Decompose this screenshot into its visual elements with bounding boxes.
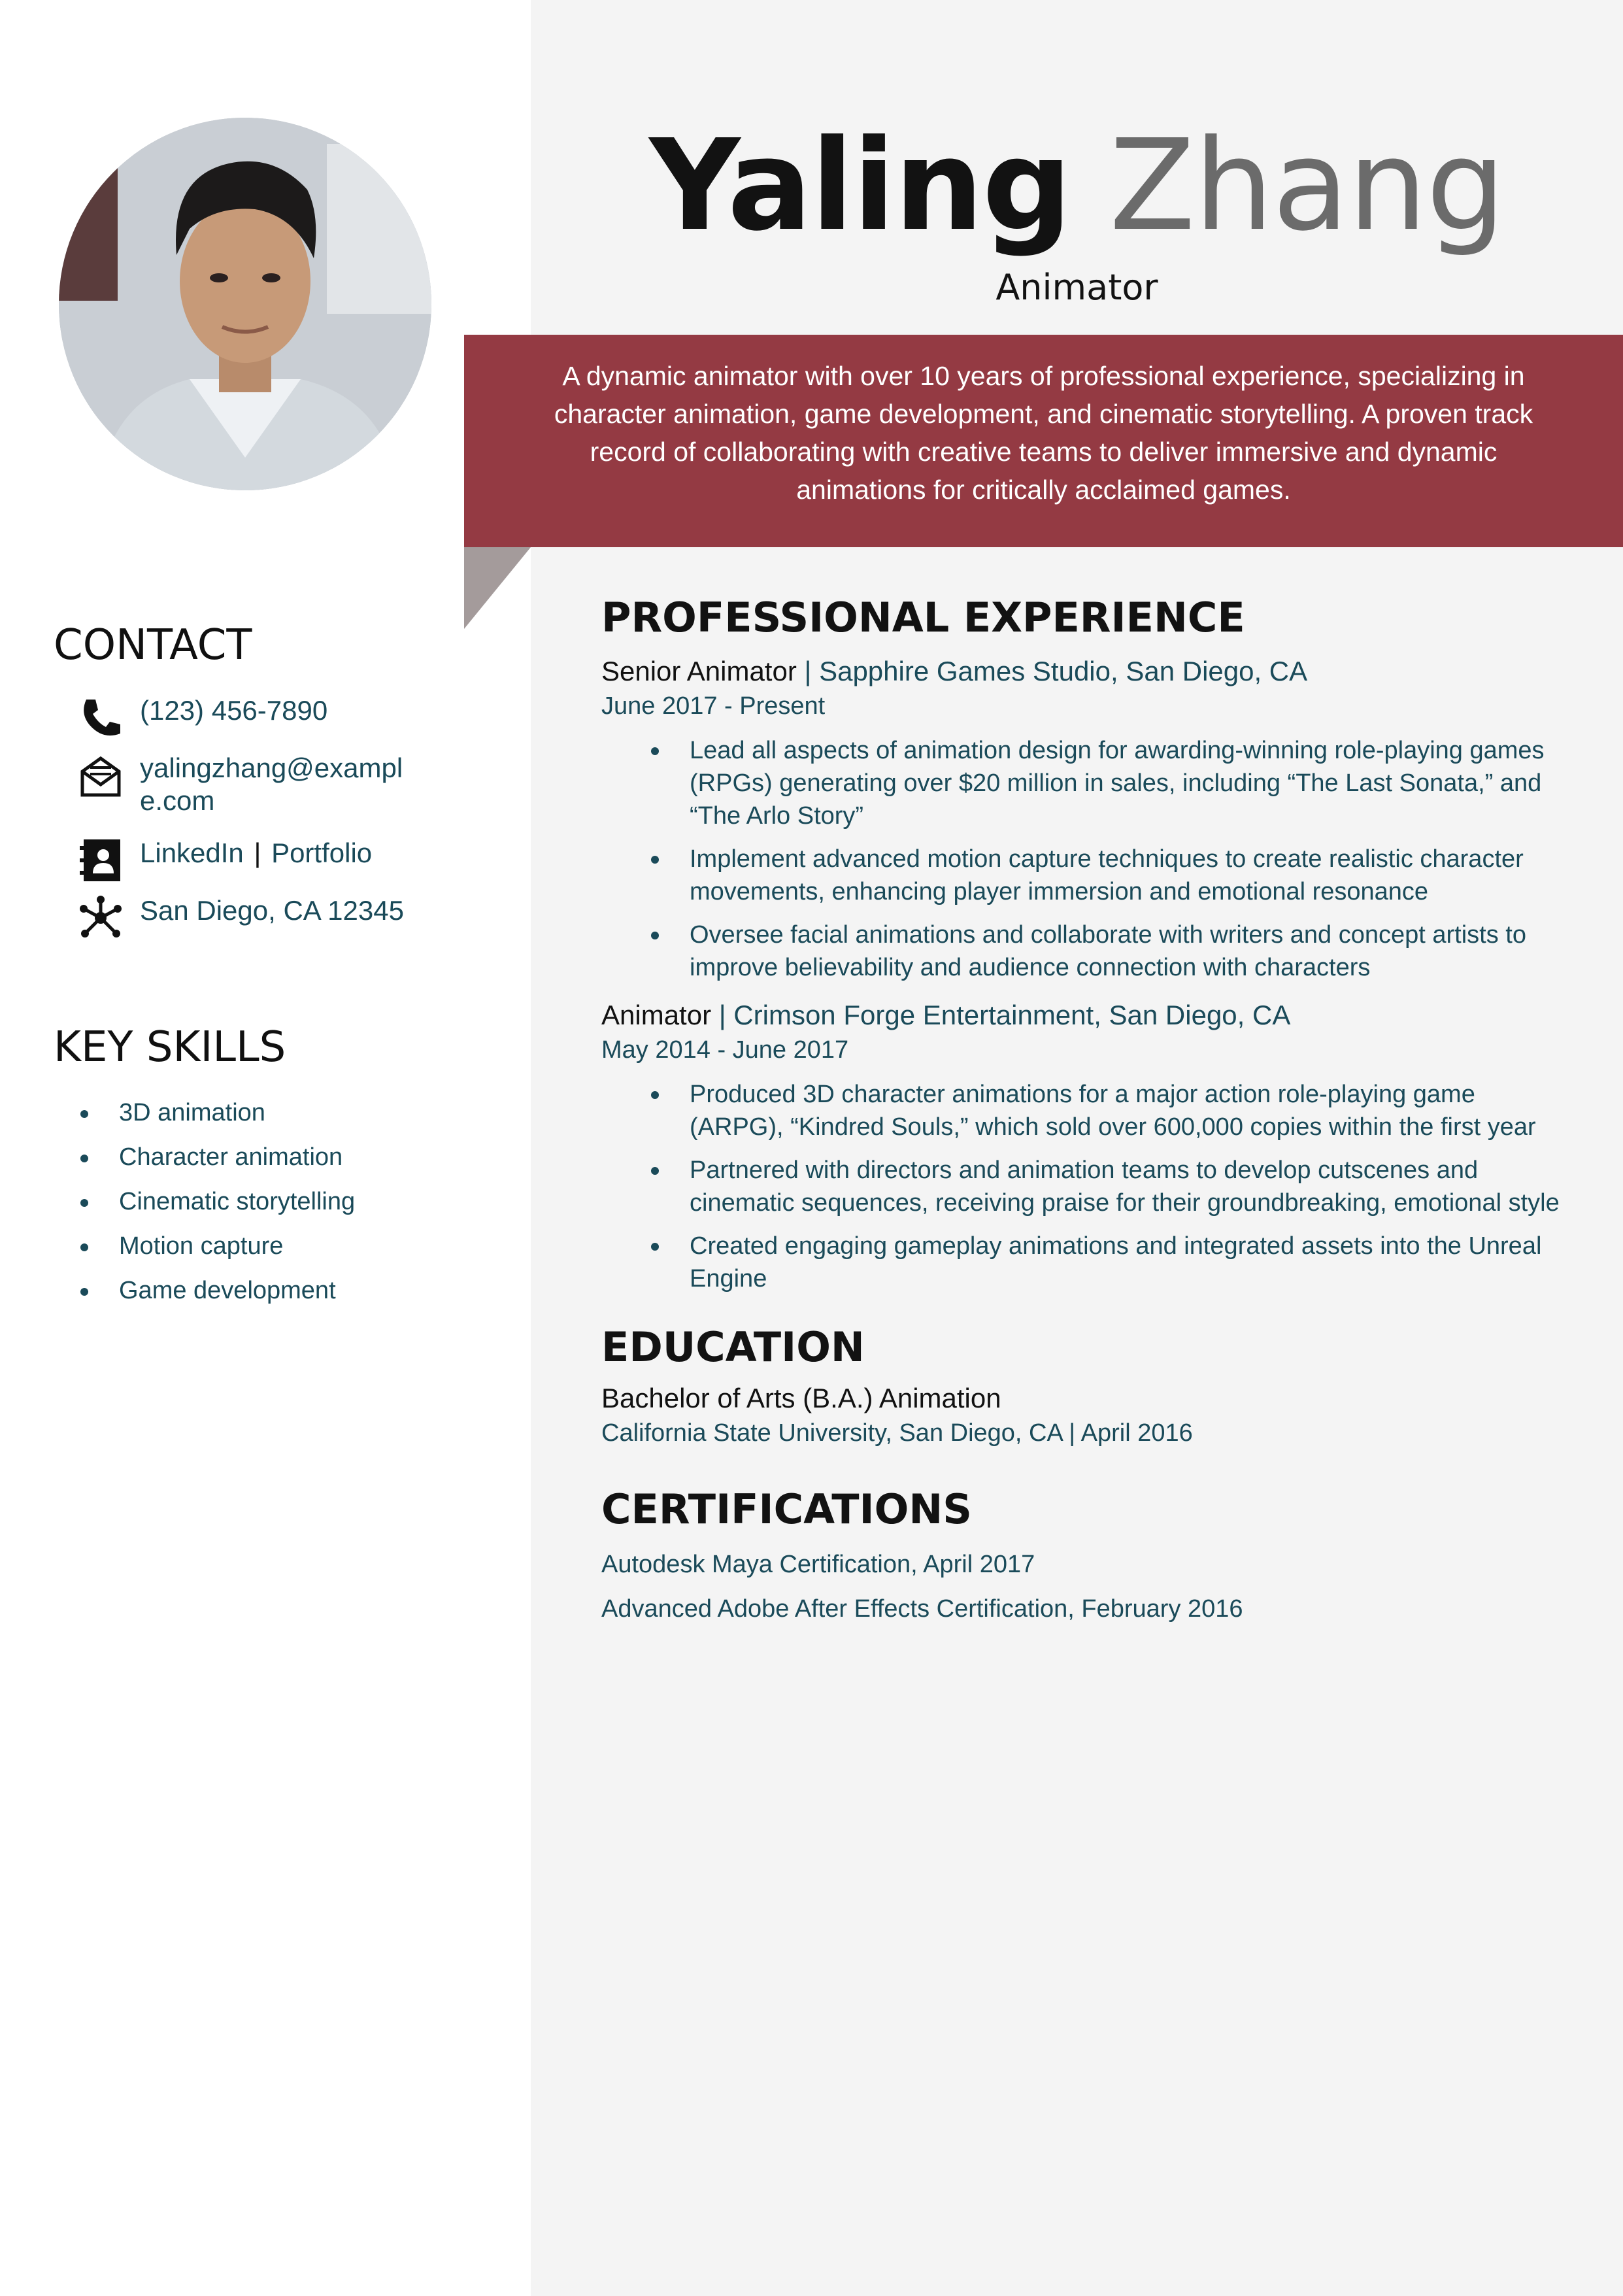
job-company: | Crimson Forge Entertainment, San Diego, CA: [711, 1000, 1291, 1030]
contact-email: [77, 752, 403, 817]
location-text: San Diego, CA 12345: [140, 895, 404, 926]
portfolio-link[interactable]: Portfolio: [271, 837, 373, 868]
certification-item: Autodesk Maya Certification, April 2017: [601, 1551, 1035, 1578]
job-header: [601, 997, 1575, 1034]
education-school: California State University, San Diego, CA | April 2016: [601, 1419, 1193, 1447]
job-header: [601, 653, 1575, 690]
main-column: [601, 592, 1575, 1631]
email-line-2: e.com: [140, 785, 215, 816]
education-heading: EDUCATION: [601, 1323, 865, 1371]
job-dates: June 2017 - Present: [601, 692, 826, 720]
job-bullets: [601, 1078, 1575, 1295]
job-role: Animator: [601, 1000, 712, 1030]
summary-banner: [464, 335, 1623, 547]
email-address[interactable]: [140, 752, 403, 817]
contact-location: [77, 894, 404, 941]
job-bullet: Produced 3D character animations for a major action role-playing game (ARPG), “Kindred Souls,” which sold over 600,000 copies within the first year: [601, 1078, 1575, 1143]
job-bullet: Lead all aspects of animation design for awarding-winning role-playing games (RPGs) generating over $20 million in sales, including “The Last Sonata,” and “The Arlo Story”: [601, 734, 1575, 832]
contact-links: [77, 837, 372, 884]
profile-photo: [59, 118, 431, 490]
job-role: Senior Animator: [601, 656, 797, 686]
experience-heading: PROFESSIONAL EXPERIENCE: [601, 594, 1245, 641]
certifications-list: [601, 1542, 1575, 1631]
skills-list: [77, 1090, 355, 1313]
education-degree: Bachelor of Arts (B.A.) Animation: [601, 1383, 1001, 1413]
summary-text: A dynamic animator with over 10 years of professional experience, specializing in character animation, game development, and cinematic storytelling. A proven track record of collaborating with creative teams to deliver immersive and dynamic animations for critically acclaimed games.: [554, 361, 1533, 505]
job-title: Animator: [996, 267, 1158, 308]
skills-heading: KEY SKILLS: [54, 1023, 286, 1072]
job-bullet: Created engaging gameplay animations and integrated assets into the Unreal Engine: [601, 1230, 1575, 1295]
first-name: Yaling: [649, 113, 1071, 259]
contact-heading: CONTACT: [54, 621, 252, 669]
skill-item: Character animation: [77, 1135, 355, 1179]
job-dates: May 2014 - June 2017: [601, 1036, 849, 1064]
job-bullet: Oversee facial animations and collaborate with writers and concept artists to improve believability and audience connection with characters: [601, 919, 1575, 984]
skill-item: 3D animation: [77, 1090, 355, 1135]
banner-fold: [464, 547, 531, 629]
certifications-heading: CERTIFICATIONS: [601, 1485, 972, 1533]
job-company: | Sapphire Games Studio, San Diego, CA: [796, 656, 1308, 686]
phone-icon: [77, 694, 124, 741]
skill-item: Motion capture: [77, 1224, 355, 1268]
job-bullet: Implement advanced motion capture techniques to create realistic character movements, enhancing player immersion and emotional resonance: [601, 843, 1575, 908]
link-separator: |: [254, 837, 261, 868]
job-bullets: [601, 734, 1575, 984]
email-line-1: yalingzhang@exampl: [140, 752, 403, 783]
skill-item: Cinematic storytelling: [77, 1179, 355, 1224]
contact-card-icon: [77, 837, 124, 884]
network-icon: [77, 894, 124, 941]
linkedin-link[interactable]: LinkedIn: [140, 837, 244, 868]
contact-phone: [77, 694, 327, 741]
profile-links: [140, 837, 372, 869]
full-name: [531, 114, 1623, 258]
skill-item: Game development: [77, 1268, 355, 1313]
job-bullet: Partnered with directors and animation teams to develop cutscenes and cinematic sequences, receiving praise for their groundbreaking, emotional style: [601, 1154, 1575, 1219]
last-name: Zhang: [1109, 113, 1505, 259]
envelope-icon: [77, 752, 124, 799]
certification-item: Advanced Adobe After Effects Certification, February 2016: [601, 1595, 1243, 1623]
phone-number[interactable]: (123) 456-7890: [140, 695, 328, 726]
